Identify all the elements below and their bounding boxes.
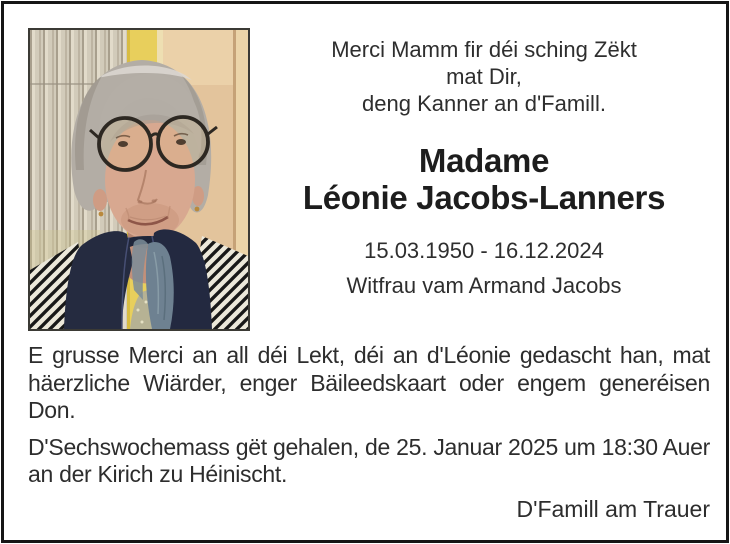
dedication-text bbox=[250, 36, 718, 117]
mass-announcement-paragraph: D'Sechswochemass gët gehalen, de 25. Januar 2025 um 18:30 Auer an der Kirich zu Héinischt. bbox=[28, 433, 710, 487]
thanks-paragraph: E grusse Merci an all déi Lekt, déi an d'Léonie gedascht han, mat häerzliche Wiärder, enger Bäileedskaart oder engem generéisen Don. bbox=[28, 342, 710, 423]
dedication-line-1: Merci Mamm fir déi sching Zëkt bbox=[331, 37, 637, 62]
portrait-photo-frame bbox=[28, 28, 250, 331]
dedication-line-2: mat Dir, bbox=[446, 64, 522, 89]
portrait-photo bbox=[30, 30, 248, 329]
header-column bbox=[250, 4, 718, 299]
body-text-block bbox=[28, 342, 710, 523]
dedication-line-3: deng Kanner an d'Famill. bbox=[362, 91, 606, 116]
relation-line: Witfrau vam Armand Jacobs bbox=[346, 273, 622, 298]
life-dates: 15.03.1950 - 16.12.2024 bbox=[364, 238, 604, 263]
deceased-name: Léonie Jacobs-Lanners bbox=[302, 179, 666, 216]
deceased-title: Madame bbox=[418, 142, 550, 179]
death-notice-sheet bbox=[1, 1, 729, 543]
deceased-name-block bbox=[250, 142, 718, 216]
family-signature: D'Famill am Trauer bbox=[516, 495, 710, 522]
